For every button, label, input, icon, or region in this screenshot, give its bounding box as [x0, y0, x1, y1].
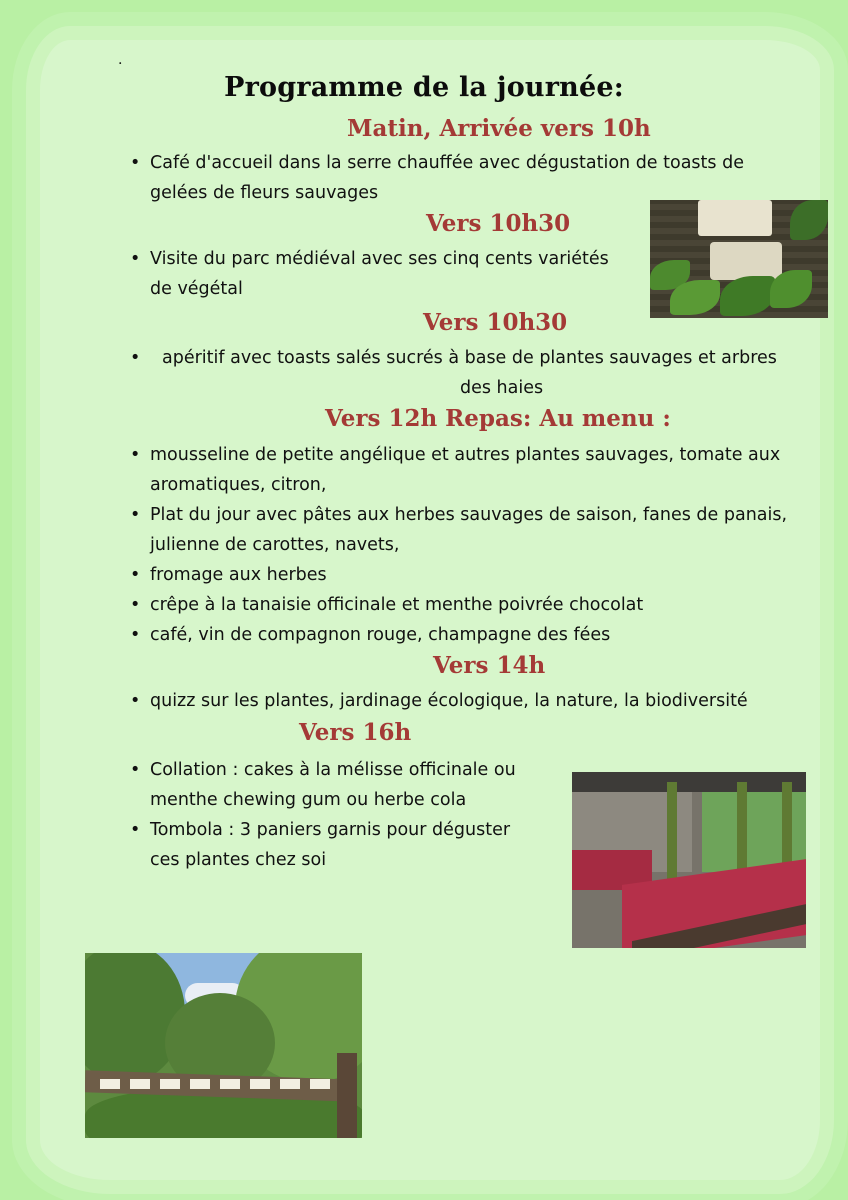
section-heading-matin: Matin, Arrivée vers 10h — [347, 115, 651, 142]
list-item-menu-entree: • mousseline de petite angélique et autres plantes sauvages, tomate aux aromatiques, citron, — [150, 440, 810, 500]
bullet: • — [130, 820, 141, 840]
bullet: • — [130, 625, 141, 645]
section-heading-repas: Vers 12h Repas: Au menu : — [325, 405, 671, 432]
bullet: • — [130, 565, 141, 585]
list-item-menu-fromage: • fromage aux herbes — [150, 560, 810, 590]
stray-dot: . — [118, 52, 123, 68]
sign-card — [710, 242, 782, 280]
section-heading-10h30-visite: Vers 10h30 — [426, 210, 571, 237]
sign-card — [698, 200, 772, 236]
list-item-visite: • Visite du parc médiéval avec ses cinq cents variétés de végétal — [150, 244, 650, 304]
section-heading-10h30-aperitif: Vers 10h30 — [423, 309, 568, 336]
section-heading-16h: Vers 16h — [299, 719, 412, 746]
section-heading-14h: Vers 14h — [433, 652, 546, 679]
bullet: • — [130, 249, 141, 269]
bullet: • — [130, 445, 141, 465]
list-item-accueil: • Café d'accueil dans la serre chauffée avec dégustation de toasts de gelées de fleurs sauvages — [150, 148, 790, 208]
list-item-quizz: • quizz sur les plantes, jardinage écologique, la nature, la biodiversité — [150, 686, 830, 716]
photo-garden — [85, 953, 362, 1138]
photo-plant-sign — [650, 200, 828, 318]
list-item-aperitif: • apéritif avec toasts salés sucrés à base de plantes sauvages et arbres des haies — [162, 343, 812, 403]
list-item-collation: • Collation : cakes à la mélisse officinale ou menthe chewing gum ou herbe cola — [150, 755, 570, 815]
list-item-menu-dessert: • crêpe à la tanaisie officinale et menthe poivrée chocolat — [150, 590, 810, 620]
bullet: • — [130, 691, 141, 711]
bullet: • — [130, 348, 141, 368]
bullet: • — [130, 505, 141, 525]
bullet: • — [130, 595, 141, 615]
page-title: Programme de la journée: — [224, 72, 624, 103]
photo-dining-room — [572, 772, 806, 948]
bullet: • — [130, 760, 141, 780]
list-item-menu-boissons: • café, vin de compagnon rouge, champagne des fées — [150, 620, 810, 650]
list-item-menu-plat: • Plat du jour avec pâtes aux herbes sauvages de saison, fanes de panais, julienne de carottes, navets, — [150, 500, 830, 560]
list-item-tombola: • Tombola : 3 paniers garnis pour déguster ces plantes chez soi — [150, 815, 570, 875]
bullet: • — [130, 153, 141, 173]
